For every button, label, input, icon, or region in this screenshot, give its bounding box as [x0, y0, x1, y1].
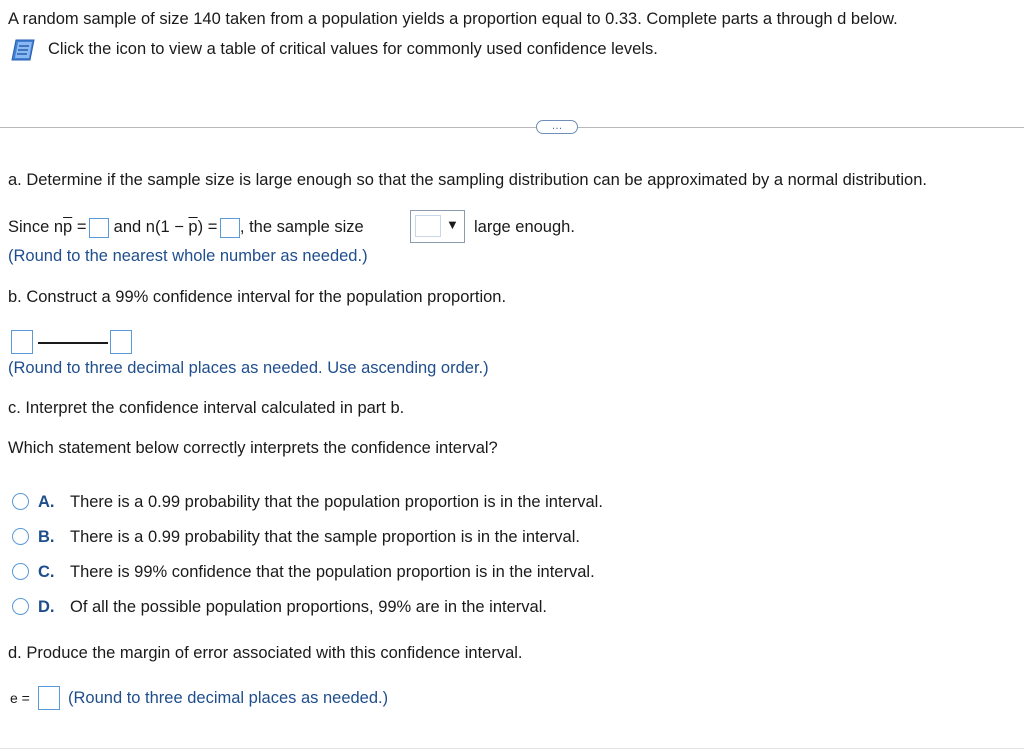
critical-values-link[interactable]: Click the icon to view a table of critical values for commonly used confidence levels.: [48, 40, 658, 58]
part-d-prompt: d. Produce the margin of error associated with this confidence interval.: [8, 644, 523, 662]
n-one-minus-p-input[interactable]: [220, 218, 240, 238]
problem-statement: A random sample of size 140 taken from a population yields a proportion equal to 0.33. Complete parts a through d below.: [8, 10, 898, 28]
since-label: Since n: [8, 218, 64, 236]
dropdown-inner-box: [415, 215, 441, 237]
margin-of-error-input[interactable]: [38, 686, 60, 710]
option-b-letter: B.: [38, 528, 55, 546]
part-b-hint: (Round to three decimal places as needed. Use ascending order.): [8, 359, 489, 377]
section-divider: [0, 127, 1024, 128]
eq-label: =: [72, 218, 87, 236]
p-bar-symbol: $\overline{p}$: [63, 218, 73, 236]
option-d-text: Of all the possible population proportions, 99% are in the interval.: [70, 598, 547, 616]
option-c-text: There is 99% confidence that the population proportion is in the interval.: [70, 563, 595, 581]
part-b-prompt: b. Construct a 99% confidence interval for the population proportion.: [8, 288, 507, 306]
radio-d[interactable]: [12, 598, 29, 615]
part-a-prompt: a. Determine if the sample size is large enough so that the sampling distribution can be approximated by a normal distribution.: [8, 171, 927, 189]
part-a-answer-row: [8, 215, 364, 239]
upper-bound-input[interactable]: [110, 330, 132, 354]
option-b-text: There is a 0.99 probability that the sample proportion is in the interval.: [70, 528, 580, 546]
option-a-text: There is a 0.99 probability that the population proportion is in the interval.: [70, 493, 603, 511]
np-input[interactable]: [89, 218, 109, 238]
bottom-divider: [0, 748, 1024, 749]
option-a-letter: A.: [38, 493, 55, 511]
expand-button[interactable]: …: [536, 120, 578, 134]
book-icon[interactable]: [10, 37, 38, 63]
part-c-prompt: c. Interpret the confidence interval calculated in part b.: [8, 399, 405, 417]
radio-c[interactable]: [12, 563, 29, 580]
close-eq-label: ) =: [197, 218, 218, 236]
interval-dash: [38, 342, 108, 344]
large-enough-label: large enough.: [474, 218, 575, 236]
lower-bound-input[interactable]: [11, 330, 33, 354]
radio-b[interactable]: [12, 528, 29, 545]
part-a-hint: (Round to the nearest whole number as needed.): [8, 247, 368, 265]
p-bar-symbol: $\overline{p}$: [188, 218, 198, 236]
part-c-question: Which statement below correctly interprets the confidence interval?: [8, 439, 498, 457]
chevron-down-icon: ▼: [446, 217, 459, 232]
radio-a[interactable]: [12, 493, 29, 510]
and-label: and n(1 −: [113, 218, 189, 236]
part-d-hint: (Round to three decimal places as needed.): [68, 689, 389, 707]
e-label: e =: [10, 690, 30, 706]
option-c-letter: C.: [38, 563, 55, 581]
option-d-letter: D.: [38, 598, 55, 616]
is-is-not-dropdown[interactable]: [410, 210, 465, 243]
sample-size-label: , the sample size: [239, 218, 364, 236]
